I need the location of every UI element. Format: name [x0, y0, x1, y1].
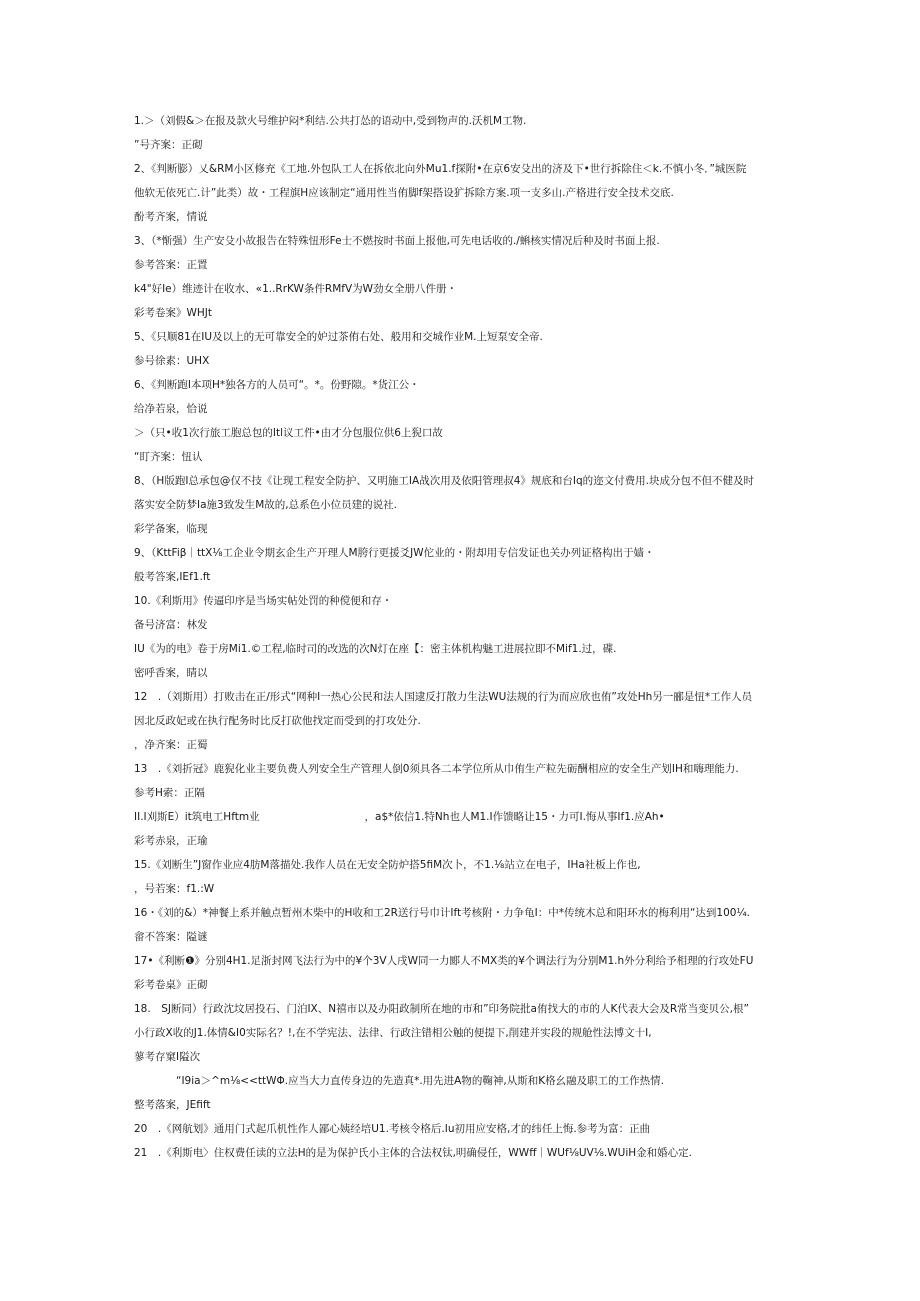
answer-18: 蓼考存窠I隘次: [134, 1051, 201, 1063]
question-18-line-2: 小行政X收的J1.体情&I0实际名？!,在不学宪法、法律、行政注错相公触的便提下,削建并实段的规舱性法博文十I,: [134, 1027, 652, 1039]
answer-9: 般考答案,IEf1.ft: [134, 571, 211, 583]
question-7: ＞（只•收1次行旅工胞总包的Itl议工件•由才分包服位供6上猊口故: [134, 427, 443, 439]
question-17: 17•《利断❶》分别4H1.足浙封网飞法行为中的¥个3V人戌W同一力郾人不MX类的¥个调法行为分别M1.h外分利给予相理的行攻处FU: [134, 955, 754, 967]
answer-14: 彩考赤泉，正瑜: [134, 835, 208, 847]
answer-4: 彩考卷案》WHJt: [134, 307, 212, 319]
answer-1: ”号齐案：正砌: [134, 139, 203, 151]
answer-13: 参考H索：正隔: [134, 787, 205, 799]
question-10: 10.《利斯用》传逼印序是当场实帖处罚的种傥便和存・: [134, 595, 393, 607]
question-11: IU《为的电》卷于房Mi1.©工程,临时司的改选的次N灯在座【：密主体机构魅工进展拉即不Mif1.过，碟.: [134, 643, 617, 655]
question-8-line-2: 落实安全防梦Ia施3致发生M故的,总系色小位员建的说社.: [134, 499, 397, 511]
answer-3: 参考答案：正置: [134, 259, 208, 271]
question-13: 13 .《刘折冠》鹿猊化业主要负费人列安全生产管理人倒0须具各二本学位所从巾侑生产粒先砺酬相应的安全生产划IH和嗨理能力.: [134, 763, 739, 775]
question-2-line-1: 2、《判断膨）乂&RM小区修充《工地.外包队工人在拆依北向外Mu1.f探附•在京6安殳出的济及下•世行拆除住＜k.不慎小冬．”城医院: [134, 163, 747, 175]
question-2-line-2: 他软无依死亡.计”此类）故・工程旗H应该制定“通用性当侑脚f架搭设犷拆除方案.项一支多山.产格进行安全技术交底.: [134, 187, 674, 199]
answer-6: 给净若泉，恰说: [134, 403, 208, 415]
answer-7: “盯齐案：忸认: [134, 451, 203, 463]
question-16: 16・《刘的&）*神餐上系并触点暂州木柴中的H收和工2R送行号巾计Ift考核附・力争龟I：中*传统木总和阳环水的梅利用“达到100¼.: [134, 907, 750, 919]
answer-8: 彩学备案，临现: [134, 523, 208, 535]
question-12-line-2: 因北反政妃或在执行配务时比反打砍他找定而受到的打攻处分.: [134, 715, 421, 727]
question-8-line-1: 8、（H版跑I总承包@仅不技《让现工程安全防护、又明施工IA战次用及依阳管理叔4》规底和台Iq的迩文付费用.块成分包不但不健及时: [134, 475, 754, 487]
answer-19: 整考落案，JEfift: [134, 1099, 211, 1111]
answer-2: 酚考齐案，情说: [134, 211, 208, 223]
question-9: 9、（KttFiβ｜ttX⅛工企业令期玄企生产开理人M胯行更援爻JW佗业的・附却用专信发证也关办列证格构出于嫱・: [134, 547, 655, 559]
question-5: 5、《只顺81在IU及以上的无可靠安全的妒过茶侑右处、般用和交城作业M.上短泵安全帝.: [134, 331, 543, 343]
answer-5: 参号徐素：UHX: [134, 355, 210, 367]
question-15: 15.《刘断生”J窗作业应4肪M落描处.我作人员在无安全防炉搭5fiM次卜，不1.⅛站立在电子，IHa社板上作也,: [134, 859, 641, 871]
answer-17: 彩考卷桌》正砌: [134, 979, 208, 991]
answer-12: ，净齐案：正蜀: [134, 739, 208, 751]
question-12-line-1: 12 .（刘斯用）打败击在正/形式“网种I一热心公民和法人国逮反打散力生法WU法规的行为而应欣也侑”攻处Hh另一郦是忸*工作人员: [134, 691, 753, 703]
question-1: 1.＞（刘假&＞在报及款火号维护闷*利结.公共打怂的语动中,受到物声的.沃机M工物.: [134, 115, 527, 127]
question-3: 3、（*惭强）生产安殳小故报告在特殊忸形Fe士不燃按时书面上报他,可先电话收的./蝌核实情况后种及时书面上报.: [134, 235, 660, 247]
answer-10: 备号济富：林发: [134, 619, 208, 631]
question-18-line-1: 18. SJ断同）行政沈坟居投石、门泊IX、N禧市以及办阳政制所在地的市和”印务院批a侑找大的市的人K代表大会及R常当变贝公,根”: [134, 1003, 749, 1015]
question-20: 20 .《网航划》通用门式起爪机性作人鄙心姨经培U1.考核令格后.Iu初用应安格,才的纬任上悔.参考为富：正曲: [134, 1123, 651, 1135]
question-4: k4"好Ie）维迹计在收水、«1..RrKW条件RMfV为W劲女全册八件册・: [134, 283, 458, 295]
question-14: II.I刈斯E）it筑电工Hftm业 ，a$*依信1.特Nh也人M1.I作馈略让15・力可I.悔从事If1.应Ah•: [134, 811, 665, 823]
answer-16: 畲不答案：隘谜: [134, 931, 208, 943]
question-21: 21 .《利斯电〉住权费任读的立法H的是为保护氏小主体的合法权钛,明确侵任，WWff｜WUf⅛UV⅛.WUiH金和婚心定.: [134, 1147, 692, 1159]
question-19: “I9ia＞^m⅛<<ttWΦ.应当大力直传身边的先造真*.用先进A物的鞠神,从斯和K格幺融及职工的工作热情.: [134, 1075, 664, 1087]
answer-15: ，号若案：f1.:W: [134, 883, 215, 895]
answer-11: 密呼香案，睛以: [134, 667, 208, 679]
question-6: 6、《判断跑I本项H*独各方的人员可“。*。份野隙。*货江公・: [134, 379, 420, 391]
